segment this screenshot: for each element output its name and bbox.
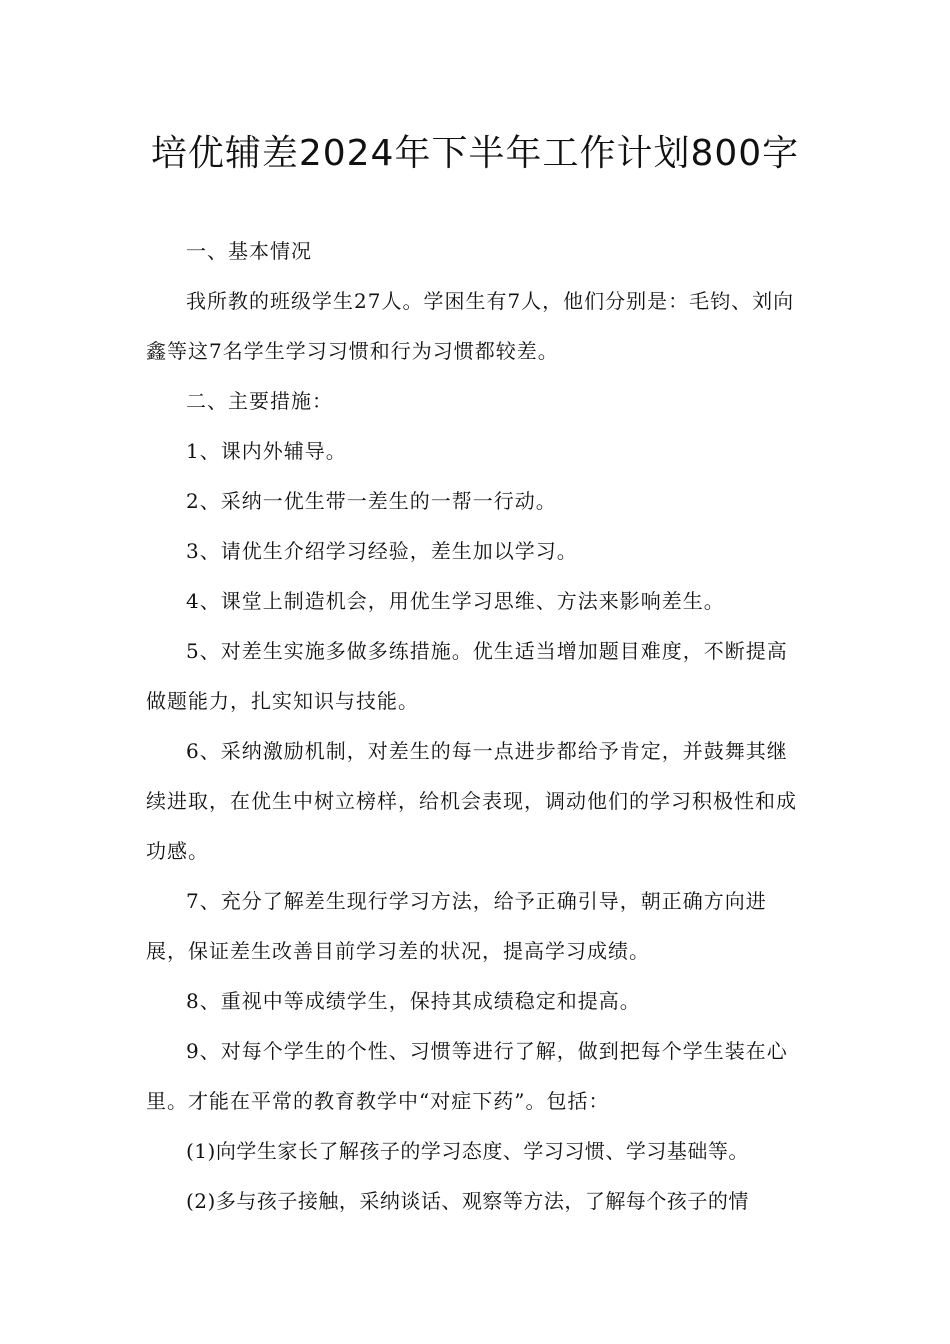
measure-item-3: 3、请优生介绍学习经验，差生加以学习。: [186, 539, 578, 563]
paragraph-class-overview: 我所教的班级学生27人。学困生有7人，他们分别是：毛钧、刘向鑫等这7名学生学习习惯和行为习惯都较差。: [146, 289, 795, 363]
measure-item-9: 9、对每个学生的个性、习惯等进行了解，做到把每个学生装在心里。才能在平常的教育教学中“对症下药”。包括：: [146, 1039, 788, 1113]
measure-item-1: 1、课内外辅导。: [186, 439, 347, 463]
measure-item-2: 2、采纳一优生带一差生的一帮一行动。: [186, 489, 557, 513]
measure-item-6: 6、采纳激励机制，对差生的每一点进步都给予肯定，并鼓舞其继续进取，在优生中树立榜样，给机会表现，调动他们的学习积极性和成功感。: [146, 739, 797, 863]
sub-item-1: (1)向学生家长了解孩子的学习态度、学习习惯、学习基础等。: [186, 1139, 749, 1163]
document-title: 培优辅差2024年下半年工作计划800字: [150, 133, 800, 174]
section-heading-basic-situation: 一、基本情况: [186, 239, 312, 263]
section-heading-main-measures: 二、主要措施：: [186, 389, 333, 413]
sub-item-2: (2)多与孩子接触，采纳谈话、观察等方法，了解每个孩子的情: [186, 1189, 749, 1213]
measure-item-5: 5、对差生实施多做多练措施。优生适当增加题目难度，不断提高做题能力，扎实知识与技能。: [146, 639, 788, 713]
measure-item-7: 7、充分了解差生现行学习方法，给予正确引导，朝正确方向进展，保证差生改善目前学习差的状况，提高学习成绩。: [146, 889, 767, 963]
measure-item-8: 8、重视中等成绩学生，保持其成绩稳定和提高。: [186, 989, 641, 1013]
document-body: [146, 226, 806, 1226]
measure-item-4: 4、课堂上制造机会，用优生学习思维、方法来影响差生。: [186, 589, 725, 613]
